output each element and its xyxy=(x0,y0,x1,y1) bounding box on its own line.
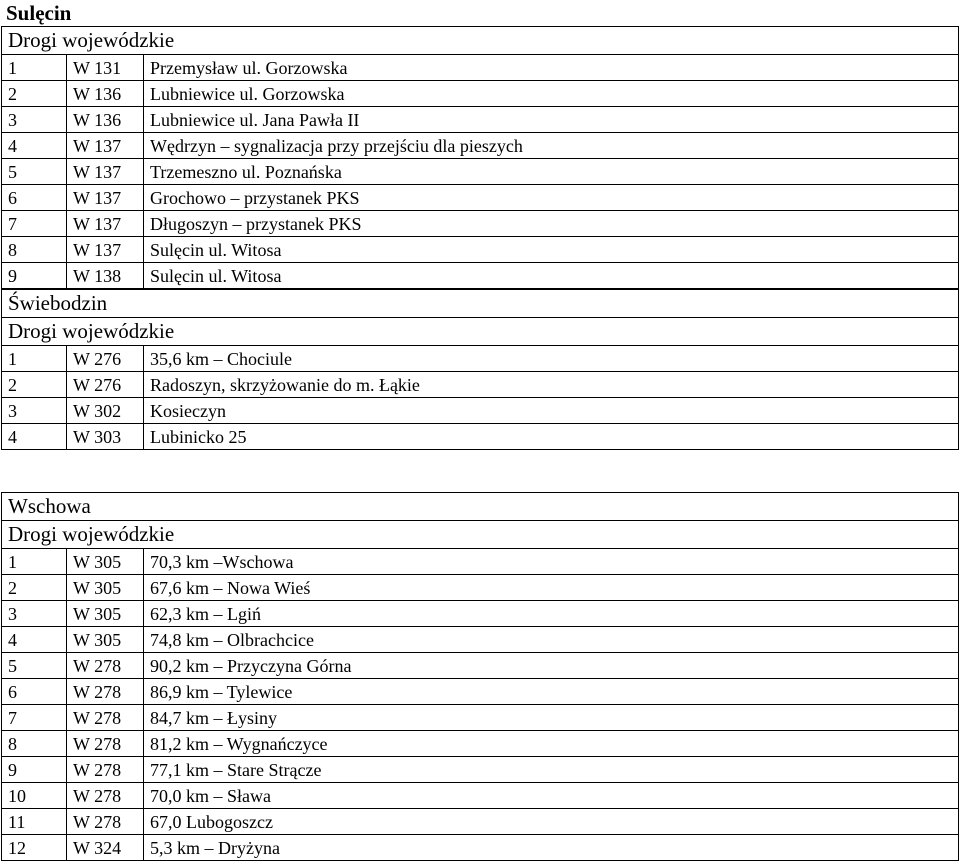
road-number: W 305 xyxy=(67,627,144,653)
location: 74,8 km – Olbrachcice xyxy=(144,627,959,653)
table-body xyxy=(2,55,959,289)
table-row xyxy=(2,263,959,289)
row-number: 7 xyxy=(2,211,67,237)
road-number: W 278 xyxy=(67,783,144,809)
road-number: W 278 xyxy=(67,757,144,783)
row-number: 5 xyxy=(2,653,67,679)
location: 70,0 km – Sława xyxy=(144,783,959,809)
row-number: 2 xyxy=(2,372,67,398)
table-row xyxy=(2,835,959,861)
section-title-wschowa: Wschowa xyxy=(2,493,959,521)
table-row xyxy=(2,731,959,757)
row-number: 6 xyxy=(2,679,67,705)
road-number: W 131 xyxy=(67,55,144,81)
road-number: W 137 xyxy=(67,159,144,185)
road-number: W 136 xyxy=(67,81,144,107)
road-number: W 305 xyxy=(67,549,144,575)
road-number: W 276 xyxy=(67,372,144,398)
table-row xyxy=(2,601,959,627)
location: Sulęcin ul. Witosa xyxy=(144,237,959,263)
road-number: W 303 xyxy=(67,424,144,450)
table-row xyxy=(2,55,959,81)
table-row xyxy=(2,783,959,809)
table-heading-row xyxy=(2,27,959,55)
location: 67,6 km – Nowa Wieś xyxy=(144,575,959,601)
location: 62,3 km – Lgiń xyxy=(144,601,959,627)
row-number: 7 xyxy=(2,705,67,731)
roads-table-wschowa xyxy=(1,492,959,861)
location: 35,6 km – Chociule xyxy=(144,346,959,372)
row-number: 3 xyxy=(2,107,67,133)
table-row xyxy=(2,107,959,133)
location: 5,3 km – Dryżyna xyxy=(144,835,959,861)
road-number: W 278 xyxy=(67,653,144,679)
row-number: 2 xyxy=(2,81,67,107)
row-number: 2 xyxy=(2,575,67,601)
table-row xyxy=(2,705,959,731)
location: 67,0 Lubogoszcz xyxy=(144,809,959,835)
spacer xyxy=(0,450,960,492)
table-heading-row xyxy=(2,318,959,346)
table-heading: Drogi wojewódzkie xyxy=(2,27,959,55)
location: 86,9 km – Tylewice xyxy=(144,679,959,705)
table-heading: Drogi wojewódzkie xyxy=(2,318,959,346)
row-number: 3 xyxy=(2,398,67,424)
road-number: W 302 xyxy=(67,398,144,424)
table-row xyxy=(2,549,959,575)
road-number: W 305 xyxy=(67,601,144,627)
road-number: W 278 xyxy=(67,731,144,757)
row-number: 11 xyxy=(2,809,67,835)
table-row xyxy=(2,424,959,450)
section-title-row xyxy=(2,493,959,521)
table-row xyxy=(2,185,959,211)
row-number: 1 xyxy=(2,346,67,372)
table-row xyxy=(2,653,959,679)
road-number: W 137 xyxy=(67,211,144,237)
road-number: W 136 xyxy=(67,107,144,133)
table-row xyxy=(2,809,959,835)
location: Lubinicko 25 xyxy=(144,424,959,450)
location: 81,2 km – Wygnańczyce xyxy=(144,731,959,757)
road-number: W 324 xyxy=(67,835,144,861)
road-number: W 278 xyxy=(67,809,144,835)
row-number: 8 xyxy=(2,731,67,757)
table-row xyxy=(2,211,959,237)
row-number: 1 xyxy=(2,549,67,575)
table-row xyxy=(2,81,959,107)
location: Lubniewice ul. Jana Pawła II xyxy=(144,107,959,133)
location: Kosieczyn xyxy=(144,398,959,424)
row-number: 3 xyxy=(2,601,67,627)
location: Grochowo – przystanek PKS xyxy=(144,185,959,211)
road-number: W 137 xyxy=(67,185,144,211)
row-number: 4 xyxy=(2,627,67,653)
roads-table-sulecin xyxy=(1,26,959,289)
road-number: W 276 xyxy=(67,346,144,372)
table-heading: Drogi wojewódzkie xyxy=(2,521,959,549)
table-row xyxy=(2,133,959,159)
row-number: 6 xyxy=(2,185,67,211)
row-number: 5 xyxy=(2,159,67,185)
location: Wędrzyn – sygnalizacja przy przejściu dla pieszych xyxy=(144,133,959,159)
road-number: W 138 xyxy=(67,263,144,289)
location: 84,7 km – Łysiny xyxy=(144,705,959,731)
table-row xyxy=(2,372,959,398)
location: Lubniewice ul. Gorzowska xyxy=(144,81,959,107)
road-number: W 278 xyxy=(67,679,144,705)
table-body xyxy=(2,346,959,450)
location: Trzemeszno ul. Poznańska xyxy=(144,159,959,185)
road-number: W 278 xyxy=(67,705,144,731)
table-row xyxy=(2,575,959,601)
road-number: W 305 xyxy=(67,575,144,601)
section-title-swiebodzin: Świebodzin xyxy=(2,290,959,318)
table-row xyxy=(2,627,959,653)
row-number: 8 xyxy=(2,237,67,263)
table-row xyxy=(2,346,959,372)
row-number: 9 xyxy=(2,757,67,783)
table-row xyxy=(2,398,959,424)
table-heading-row xyxy=(2,521,959,549)
row-number: 4 xyxy=(2,424,67,450)
table-row xyxy=(2,237,959,263)
table-row xyxy=(2,159,959,185)
table-body xyxy=(2,549,959,861)
location: Sulęcin ul. Witosa xyxy=(144,263,959,289)
row-number: 1 xyxy=(2,55,67,81)
roads-table-swiebodzin xyxy=(1,289,959,450)
road-number: W 137 xyxy=(67,237,144,263)
table-row xyxy=(2,679,959,705)
location: Przemysław ul. Gorzowska xyxy=(144,55,959,81)
road-number: W 137 xyxy=(67,133,144,159)
section-title-row xyxy=(2,290,959,318)
row-number: 12 xyxy=(2,835,67,861)
row-number: 9 xyxy=(2,263,67,289)
section-title-sulecin: Sulęcin xyxy=(6,1,72,25)
location: Radoszyn, skrzyżowanie do m. Łąkie xyxy=(144,372,959,398)
location: 70,3 km –Wschowa xyxy=(144,549,959,575)
location: 90,2 km – Przyczyna Górna xyxy=(144,653,959,679)
location: Długoszyn – przystanek PKS xyxy=(144,211,959,237)
table-row xyxy=(2,757,959,783)
location: 77,1 km – Stare Strącze xyxy=(144,757,959,783)
row-number: 4 xyxy=(2,133,67,159)
row-number: 10 xyxy=(2,783,67,809)
